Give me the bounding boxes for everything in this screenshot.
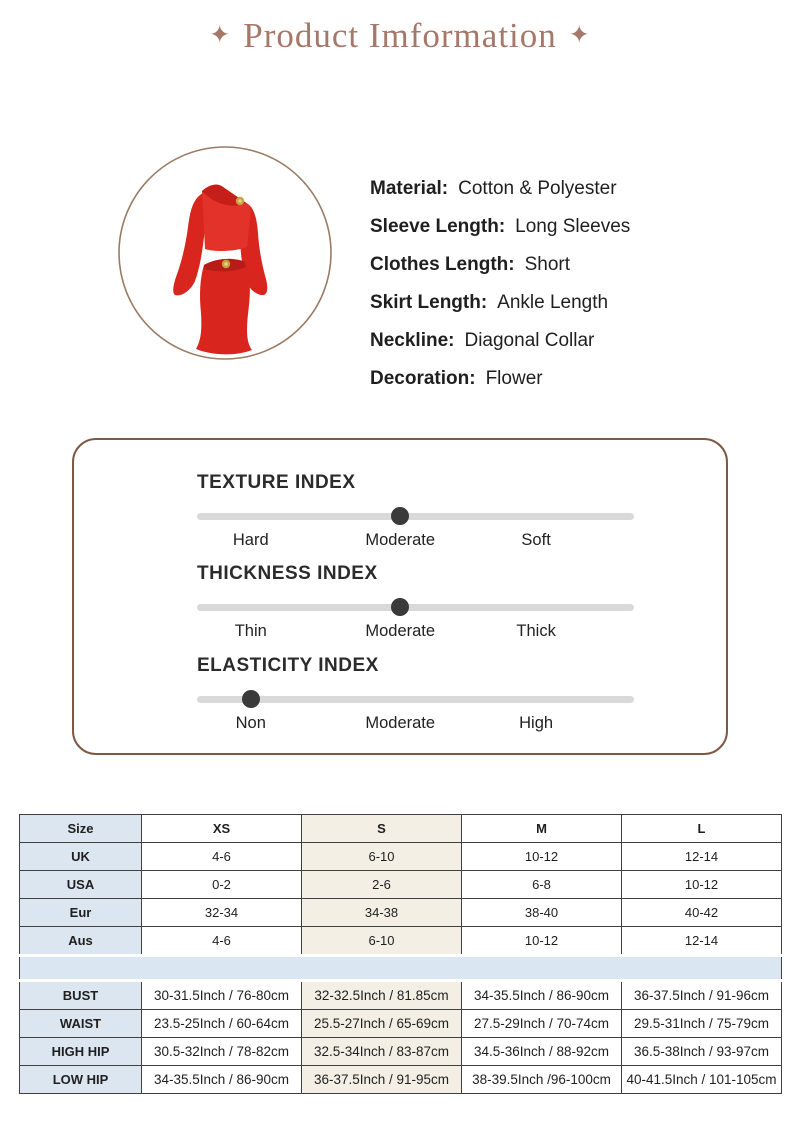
slider-track xyxy=(197,513,634,520)
page-title-text: Product Imformation xyxy=(243,16,557,55)
slider-track xyxy=(197,604,634,611)
table-cell: 0-2 xyxy=(142,871,302,899)
attribute-sleeve-length xyxy=(370,208,630,246)
table-cell: 12-14 xyxy=(622,843,782,871)
row-label: USA xyxy=(20,871,142,899)
table-cell: 6-10 xyxy=(302,927,462,956)
table-cell: 6-10 xyxy=(302,843,462,871)
table-cell: 36.5-38Inch / 93-97cm xyxy=(622,1038,782,1066)
texture-index-section xyxy=(197,472,634,553)
attribute-label: Material: xyxy=(370,178,449,199)
sparkle-icon: ✦ xyxy=(209,22,232,49)
table-cell: 34-38 xyxy=(302,899,462,927)
slider-label: Moderate xyxy=(365,622,436,640)
sparkle-icon: ✦ xyxy=(568,22,591,49)
table-cell: 36-37.5Inch / 91-95cm xyxy=(302,1066,462,1094)
attribute-material xyxy=(370,170,630,208)
spacer-cell xyxy=(20,956,782,981)
table-cell: 4-6 xyxy=(142,927,302,956)
table-cell: 25.5-27Inch / 65-69cm xyxy=(302,1010,462,1038)
attribute-value: Diagonal Collar xyxy=(464,330,595,351)
slider-label: Hard xyxy=(232,531,269,549)
table-cell: 10-12 xyxy=(622,871,782,899)
slider-label: Soft xyxy=(521,531,551,549)
table-cell: 12-14 xyxy=(622,927,782,956)
table-cell: 40-41.5Inch / 101-105cm xyxy=(622,1066,782,1094)
slider-dot[interactable] xyxy=(391,598,409,616)
table-cell: 38-40 xyxy=(462,899,622,927)
elasticity-slider[interactable] xyxy=(197,688,634,710)
row-label: HIGH HIP xyxy=(20,1038,142,1066)
row-label: WAIST xyxy=(20,1010,142,1038)
fabric-index-panel xyxy=(72,438,728,755)
header-cell: Size xyxy=(20,815,142,843)
table-cell: 34-35.5Inch / 86-90cm xyxy=(462,981,622,1010)
table-row xyxy=(20,871,782,899)
slider-track xyxy=(197,696,634,703)
slider-dot[interactable] xyxy=(242,690,260,708)
thickness-index-title: THICKNESS INDEX xyxy=(197,563,378,584)
texture-slider[interactable] xyxy=(197,505,634,527)
table-cell: 34.5-36Inch / 88-92cm xyxy=(462,1038,622,1066)
table-cell: 36-37.5Inch / 91-96cm xyxy=(622,981,782,1010)
table-cell: 34-35.5Inch / 86-90cm xyxy=(142,1066,302,1094)
size-chart-table xyxy=(19,814,782,1094)
slider-label: Thin xyxy=(234,622,267,640)
header-cell: L xyxy=(622,815,782,843)
attribute-value: Long Sleeves xyxy=(515,216,631,237)
texture-index-title: TEXTURE INDEX xyxy=(197,472,356,493)
row-label: BUST xyxy=(20,981,142,1010)
table-cell: 10-12 xyxy=(462,843,622,871)
elasticity-slider-labels xyxy=(197,714,634,736)
table-cell: 40-42 xyxy=(622,899,782,927)
row-label: LOW HIP xyxy=(20,1066,142,1094)
attribute-skirt-length xyxy=(370,284,630,322)
attribute-value: Cotton & Polyester xyxy=(458,178,617,199)
table-header-row xyxy=(20,815,782,843)
table-cell: 30.5-32Inch / 78-82cm xyxy=(142,1038,302,1066)
table-row xyxy=(20,899,782,927)
elasticity-index-title: ELASTICITY INDEX xyxy=(197,655,379,676)
attribute-value: Short xyxy=(524,254,571,275)
table-row xyxy=(20,981,782,1010)
table-row xyxy=(20,1010,782,1038)
table-cell: 32-32.5Inch / 81.85cm xyxy=(302,981,462,1010)
table-spacer-row xyxy=(20,956,782,981)
attribute-value: Flower xyxy=(485,368,543,389)
table-cell: 30-31.5Inch / 76-80cm xyxy=(142,981,302,1010)
slider-label: Moderate xyxy=(365,531,436,549)
header-cell: M xyxy=(462,815,622,843)
texture-slider-labels xyxy=(197,531,634,553)
table-cell: 23.5-25Inch / 60-64cm xyxy=(142,1010,302,1038)
attribute-neckline xyxy=(370,322,630,360)
table-cell: 32.5-34Inch / 83-87cm xyxy=(302,1038,462,1066)
table-row xyxy=(20,1066,782,1094)
attribute-label: Skirt Length: xyxy=(370,292,488,313)
row-label: Aus xyxy=(20,927,142,956)
table-cell: 29.5-31Inch / 75-79cm xyxy=(622,1010,782,1038)
table-cell: 32-34 xyxy=(142,899,302,927)
slider-label: Non xyxy=(235,714,266,732)
thickness-slider[interactable] xyxy=(197,596,634,618)
attribute-label: Neckline: xyxy=(370,330,455,351)
attribute-label: Clothes Length: xyxy=(370,254,515,275)
slider-label: High xyxy=(519,714,554,732)
table-cell: 27.5-29Inch / 70-74cm xyxy=(462,1010,622,1038)
table-cell: 38-39.5Inch /96-100cm xyxy=(462,1066,622,1094)
page-title xyxy=(0,16,800,56)
table-row xyxy=(20,843,782,871)
slider-dot[interactable] xyxy=(391,507,409,525)
attribute-label: Sleeve Length: xyxy=(370,216,506,237)
attribute-clothes-length xyxy=(370,246,630,284)
elasticity-index-section xyxy=(197,655,634,736)
attribute-label: Decoration: xyxy=(370,368,476,389)
attribute-decoration xyxy=(370,360,630,398)
row-label: UK xyxy=(20,843,142,871)
thickness-slider-labels xyxy=(197,622,634,644)
header-cell: XS xyxy=(142,815,302,843)
table-row xyxy=(20,1038,782,1066)
table-cell: 6-8 xyxy=(462,871,622,899)
table-cell: 4-6 xyxy=(142,843,302,871)
thickness-index-section xyxy=(197,563,634,644)
slider-label: Moderate xyxy=(365,714,436,732)
table-row xyxy=(20,927,782,956)
table-cell: 2-6 xyxy=(302,871,462,899)
attribute-value: Ankle Length xyxy=(497,292,609,313)
table-cell: 10-12 xyxy=(462,927,622,956)
row-label: Eur xyxy=(20,899,142,927)
slider-label: Thick xyxy=(516,622,556,640)
product-attributes xyxy=(370,170,630,398)
product-photo xyxy=(115,143,335,363)
product-photo-illustration xyxy=(115,143,335,363)
header-cell: S xyxy=(302,815,462,843)
